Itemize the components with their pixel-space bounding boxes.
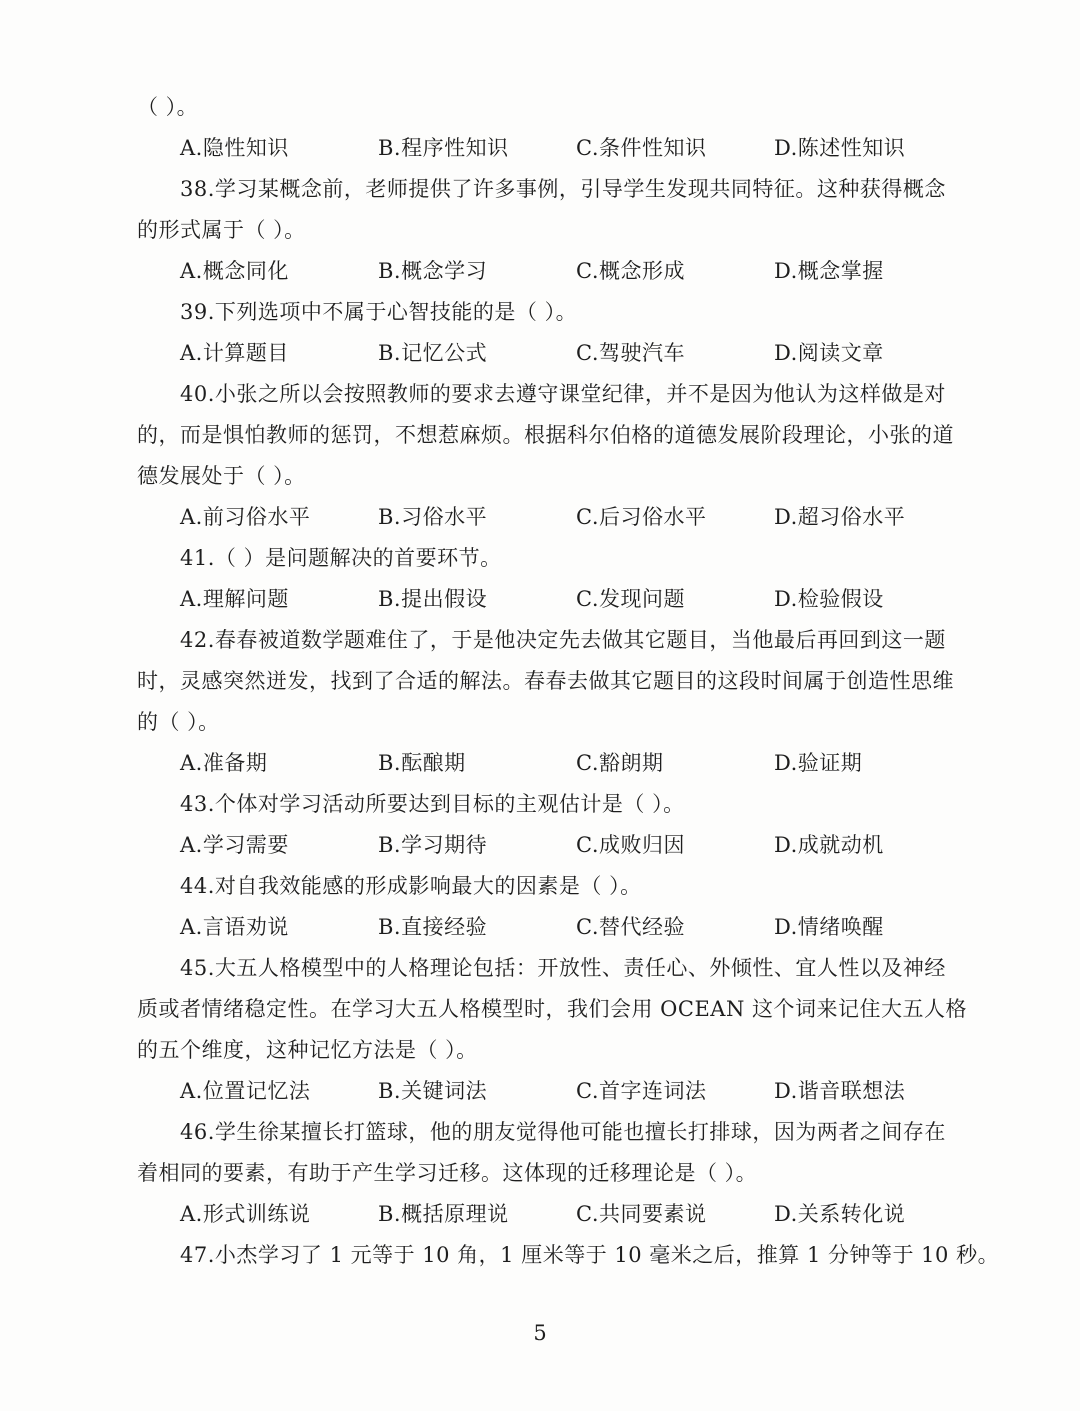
question-42-line-3: 的（ ）。 — [137, 710, 220, 734]
option-d: D.陈述性知识 — [774, 136, 906, 160]
option-b: B.概念学习 — [378, 259, 488, 283]
option-d: D.概念掌握 — [774, 259, 884, 283]
option-a: A.言语劝说 — [180, 915, 289, 939]
option-b: B.提出假设 — [378, 587, 488, 611]
option-c: C.概念形成 — [576, 259, 685, 283]
question-40-options — [180, 497, 970, 538]
option-b: B.直接经验 — [378, 915, 488, 939]
question-40-line-1: 40.小张之所以会按照教师的要求去遵守课堂纪律，并不是因为他认为这样做是对 — [180, 382, 946, 406]
option-d: D.关系转化说 — [774, 1202, 906, 1226]
question-46-options — [180, 1194, 970, 1235]
question-39: 39.下列选项中不属于心智技能的是（ ）。 — [180, 300, 578, 324]
option-a: A.形式训练说 — [180, 1202, 311, 1226]
question-46-line-1: 46.学生徐某擅长打篮球，他的朋友觉得他可能也擅长打排球，因为两者之间存在 — [180, 1120, 946, 1144]
option-c: C.驾驶汽车 — [576, 341, 685, 365]
option-c: C.首字连词法 — [576, 1079, 707, 1103]
option-c: C.后习俗水平 — [576, 505, 707, 529]
option-b: B.概括原理说 — [378, 1202, 509, 1226]
option-c: C.成败归因 — [576, 833, 685, 857]
question-44: 44.对自我效能感的形成影响最大的因素是（ ）。 — [180, 874, 642, 898]
option-d: D.阅读文章 — [774, 341, 884, 365]
question-45-line-2: 质或者情绪稳定性。在学习大五人格模型时，我们会用 OCEAN 这个词来记住大五人格 — [137, 997, 968, 1021]
option-a: A.学习需要 — [180, 833, 289, 857]
option-c: C.共同要素说 — [576, 1202, 707, 1226]
question-46-line-2: 着相同的要素，有助于产生学习迁移。这体现的迁移理论是（ ）。 — [137, 1161, 758, 1185]
option-d: D.验证期 — [774, 751, 863, 775]
option-b: B.关键词法 — [378, 1079, 488, 1103]
option-a: A.计算题目 — [180, 341, 289, 365]
option-a: A.概念同化 — [180, 259, 289, 283]
question-45-options — [180, 1071, 970, 1112]
option-a: A.理解问题 — [180, 587, 289, 611]
option-a: A.位置记忆法 — [180, 1079, 311, 1103]
question-40-line-2: 的，而是惧怕教师的惩罚，不想惹麻烦。根据科尔伯格的道德发展阶段理论，小张的道 — [137, 423, 954, 447]
option-d: D.成就动机 — [774, 833, 884, 857]
question-45-line-1: 45.大五人格模型中的人格理论包括：开放性、责任心、外倾性、宜人性以及神经 — [180, 956, 946, 980]
page-number: 5 — [533, 1321, 547, 1345]
question-43: 43.个体对学习活动所要达到目标的主观估计是（ ）。 — [180, 792, 685, 816]
option-c: C.豁朗期 — [576, 751, 664, 775]
option-b: B.程序性知识 — [378, 136, 509, 160]
option-c: C.条件性知识 — [576, 136, 707, 160]
option-d: D.情绪唤醒 — [774, 915, 884, 939]
option-b: B.记忆公式 — [378, 341, 488, 365]
option-d: D.谐音联想法 — [774, 1079, 906, 1103]
option-b: B.酝酿期 — [378, 751, 466, 775]
option-b: B.习俗水平 — [378, 505, 488, 529]
question-43-options — [180, 825, 970, 866]
option-d: D.超习俗水平 — [774, 505, 906, 529]
question-38-line-2: 的形式属于（ ）。 — [137, 218, 306, 242]
question-41-options — [180, 579, 970, 620]
question-42-options — [180, 743, 970, 784]
question-44-options — [180, 907, 970, 948]
option-b: B.学习期待 — [378, 833, 488, 857]
question-40-line-3: 德发展处于（ ）。 — [137, 464, 306, 488]
option-a: A.隐性知识 — [180, 136, 289, 160]
question-37-options — [180, 128, 970, 169]
question-38-line-1: 38.学习某概念前，老师提供了许多事例，引导学生发现共同特征。这种获得概念 — [180, 177, 946, 201]
question-37-tail: （ ）。 — [137, 95, 199, 119]
option-a: A.前习俗水平 — [180, 505, 311, 529]
question-45-line-3: 的五个维度，这种记忆方法是（ ）。 — [137, 1038, 478, 1062]
question-47-line-1: 47.小杰学习了 1 元等于 10 角，1 厘米等于 10 毫米之后，推算 1 分钟等于 10 秒。 — [180, 1243, 1000, 1267]
option-d: D.检验假设 — [774, 587, 884, 611]
option-c: C.替代经验 — [576, 915, 685, 939]
question-41: 41.（ ）是问题解决的首要环节。 — [180, 546, 502, 570]
option-a: A.准备期 — [180, 751, 268, 775]
question-42-line-2: 时，灵感突然迸发，找到了合适的解法。春春去做其它题目的这段时间属于创造性思维 — [137, 669, 954, 693]
question-39-options — [180, 333, 970, 374]
option-c: C.发现问题 — [576, 587, 685, 611]
question-42-line-1: 42.春春被道数学题难住了，于是他决定先去做其它题目，当他最后再回到这一题 — [180, 628, 946, 652]
question-38-options — [180, 251, 970, 292]
